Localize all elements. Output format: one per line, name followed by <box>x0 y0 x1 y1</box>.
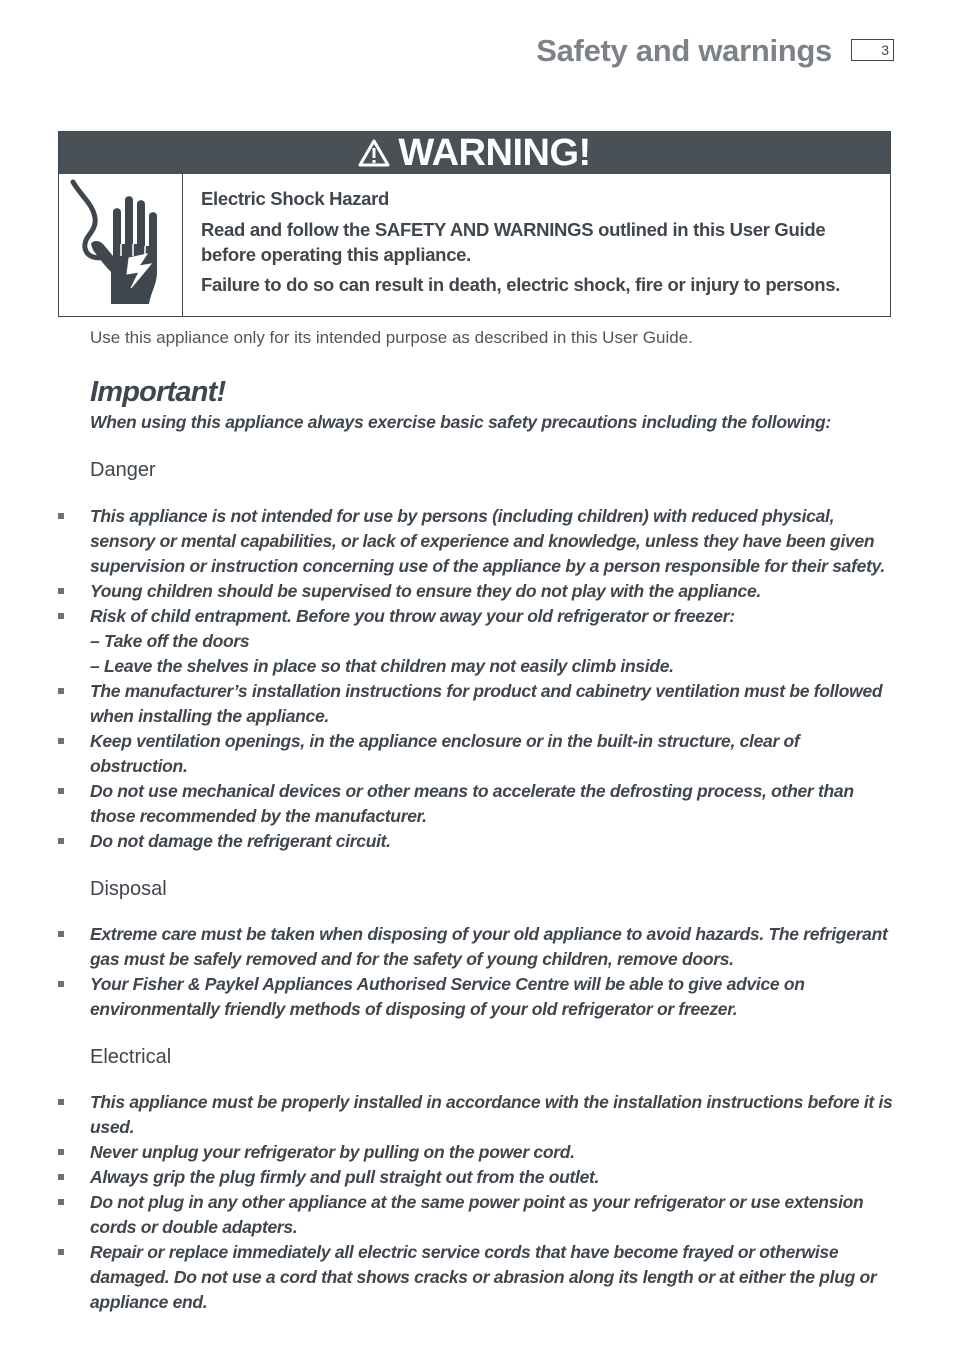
electric-shock-hand-icon <box>59 174 182 316</box>
bullet-icon <box>58 588 64 594</box>
shock-icon-cell <box>59 174 183 316</box>
list-item: Extreme care must be taken when disposing of your old appliance to avoid hazards. The refrigerant gas must be safely removed and for the safety of young children, remove doors. <box>58 922 898 972</box>
list-item: Never unplug your refrigerator by pulling on the power cord. <box>58 1140 898 1165</box>
bullet-icon <box>58 1199 64 1205</box>
warning-triangle-icon <box>358 139 390 167</box>
important-subtitle: When using this appliance always exercise basic safety precautions including the following: <box>90 412 831 432</box>
list-item: Your Fisher & Paykel Appliances Authorised Service Centre will be able to give advice on environmentally friendly methods of disposing of your old refrigerator or freezer. <box>58 972 898 1022</box>
page-number: 3 <box>851 39 894 61</box>
disposal-list <box>58 922 898 1022</box>
important-heading: Important! <box>90 376 226 408</box>
list-item: Do not plug in any other appliance at the same power point as your refrigerator or use extension cords or double adapters. <box>58 1190 898 1240</box>
warning-title: WARNING! <box>398 132 591 174</box>
warning-paragraph-1: Read and follow the SAFETY AND WARNINGS outlined in this User Guide before operating this appliance. <box>201 219 826 265</box>
warning-paragraph-2: Failure to do so can result in death, electric shock, fire or injury to persons. <box>201 274 841 295</box>
list-item: Keep ventilation openings, in the appliance enclosure or in the built-in structure, clear of obstruction. <box>58 729 898 779</box>
list-item: Young children should be supervised to ensure they do not play with the appliance. <box>58 579 898 604</box>
list-item: Always grip the plug firmly and pull straight out from the outlet. <box>58 1165 898 1190</box>
list-item: Repair or replace immediately all electric service cords that have become frayed or otherwise damaged. Do not use a cord that shows cracks or abrasion along its length or at either the plug or appliance end. <box>58 1240 898 1315</box>
list-item: Risk of child entrapment. Before you throw away your old refrigerator or freezer: – Take off the doors – Leave the shelves in place so that children may not easily climb inside. <box>58 604 898 679</box>
list-item: This appliance is not intended for use by persons (including children) with reduced physical, sensory or mental capabilities, or lack of experience and knowledge, unless they have been given supervision or instruction concerning use of the appliance by a person responsible for their safety. <box>58 504 898 579</box>
warning-box <box>58 131 891 317</box>
sub-item: – Leave the shelves in place so that children may not easily climb inside. <box>90 656 674 676</box>
hazard-title: Electric Shock Hazard <box>201 188 390 209</box>
bullet-icon <box>58 1249 64 1255</box>
bullet-icon <box>58 838 64 844</box>
bullet-icon <box>58 981 64 987</box>
electrical-list <box>58 1090 898 1315</box>
list-item: Do not use mechanical devices or other means to accelerate the defrosting process, other than those recommended by the manufacturer. <box>58 779 898 829</box>
sub-item: – Take off the doors <box>90 631 250 651</box>
bullet-icon <box>58 613 64 619</box>
list-item: The manufacturer’s installation instructions for product and cabinetry ventilation must be followed when installing the appliance. <box>58 679 898 729</box>
bullet-icon <box>58 931 64 937</box>
list-item: Do not damage the refrigerant circuit. <box>58 829 898 854</box>
page-title: Safety and warnings <box>536 33 832 68</box>
bullet-icon <box>58 788 64 794</box>
danger-list <box>58 504 898 854</box>
bullet-icon <box>58 1099 64 1105</box>
bullet-icon <box>58 688 64 694</box>
bullet-icon <box>58 738 64 744</box>
bullet-icon <box>58 1149 64 1155</box>
list-item: This appliance must be properly installed in accordance with the installation instructions before it is used. <box>58 1090 898 1140</box>
danger-heading: Danger <box>90 459 156 481</box>
bullet-icon <box>58 1174 64 1180</box>
bullet-icon <box>58 513 64 519</box>
disposal-heading: Disposal <box>90 878 167 900</box>
electrical-heading: Electrical <box>90 1046 172 1068</box>
warning-banner <box>59 132 890 174</box>
intro-text: Use this appliance only for its intended purpose as described in this User Guide. <box>90 328 693 347</box>
